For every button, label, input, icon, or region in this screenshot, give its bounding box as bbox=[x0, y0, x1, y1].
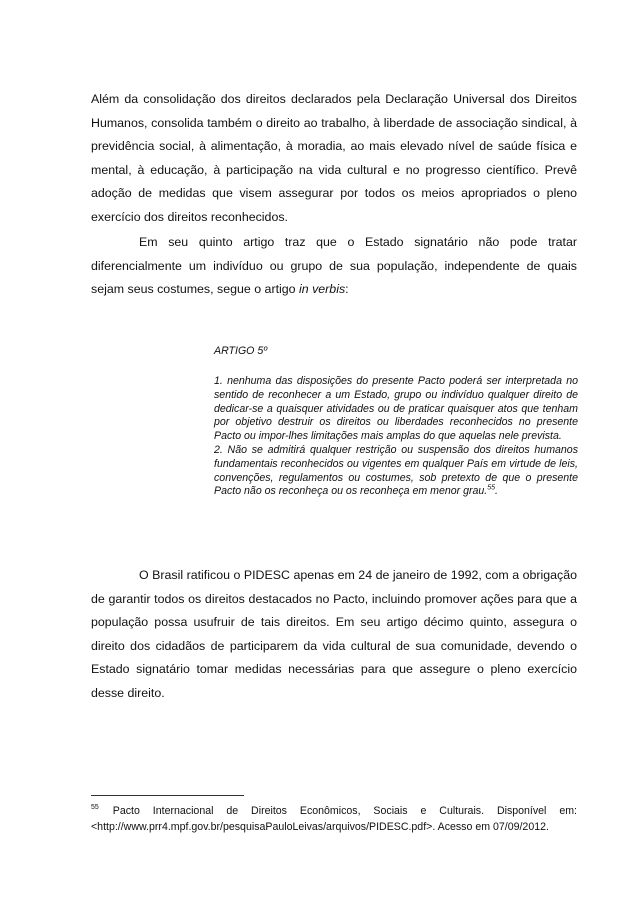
footnote-url[interactable]: <http://www.prr4.mpf.gov.br/pesquisaPauloLeivas/arquivos/PIDESC.pdf>. Acesso em 07/09/2012. bbox=[91, 820, 549, 833]
body-paragraph-2 bbox=[91, 231, 577, 302]
body-paragraph-1: Além da consolidação dos direitos declarados pela Declaração Universal dos Direitos Humanos, consolida também o direito ao trabalho, à liberdade de associação sindical, à previdência social, à alimentação, à moradia, ao mais elevado nível de saúde física e mental, à educação, à participação na vida cultural e no progresso científico. Prevê adoção de medidas que visem assegurar por todos os meios apropriados o pleno exercício dos direitos reconhecidos. bbox=[91, 92, 577, 224]
paragraph-2-end: : bbox=[345, 282, 349, 296]
block-quote bbox=[214, 375, 578, 499]
quote-item-2-text: 2. Não se admitirá qualquer restrição ou suspensão dos direitos humanos fundamentais reconhecidos ou vigentes em qualquer País em virtude de leis, convenções, regulamentos ou costumes, sob pretexto de que o presente Pacto não os reconheça ou os reconheça em menor grau. bbox=[214, 443, 578, 498]
quote-heading: ARTIGO 5º bbox=[214, 345, 268, 357]
footnote-divider bbox=[91, 795, 244, 796]
footnote-number: 55 bbox=[91, 804, 99, 811]
body-paragraph-3: O Brasil ratificou o PIDESC apenas em 24 de janeiro de 1992, com a obrigação de garantir todos os direitos destacados no Pacto, incluindo promover ações para que a população possa usufruir de tais direitos. Em seu artigo décimo quinto, assegura o direito dos cidadãos de participarem da vida cultural de sua comunidade, devendo o Estado signatário tomar medidas necessárias para que assegure o pleno exercício desse direito. bbox=[91, 568, 577, 700]
footnote-text: Pacto Internacional de Direitos Econômicos, Sociais e Culturais. Disponível em: bbox=[112, 805, 577, 817]
paragraph-2-text: Em seu quinto artigo traz que o Estado signatário não pode tratar diferencialmente um indivíduo ou grupo de sua população, independente de quais sejam seus costumes, segue o artigo bbox=[91, 235, 577, 296]
paragraph-2-italic-term: in verbis bbox=[299, 282, 346, 296]
quote-item-1: 1. nenhuma das disposições do presente Pacto poderá ser interpretada no sentido de reconhecer a um Estado, grupo ou indivíduo qualquer direito de dedicar-se a quaisquer atividades ou de praticar quaisquer atos que tenham por objetivo destruir os direitos ou liberdades reconhecidos no presente Pacto ou impor-lhes limitações mais amplas do que aquelas nele prevista. bbox=[214, 375, 578, 443]
footnote bbox=[91, 800, 577, 835]
footnote-line-1 bbox=[91, 800, 577, 820]
quote-item-2-end: . bbox=[495, 485, 498, 498]
quote-item-2 bbox=[214, 444, 578, 499]
footnote-reference[interactable]: 55 bbox=[487, 484, 496, 492]
